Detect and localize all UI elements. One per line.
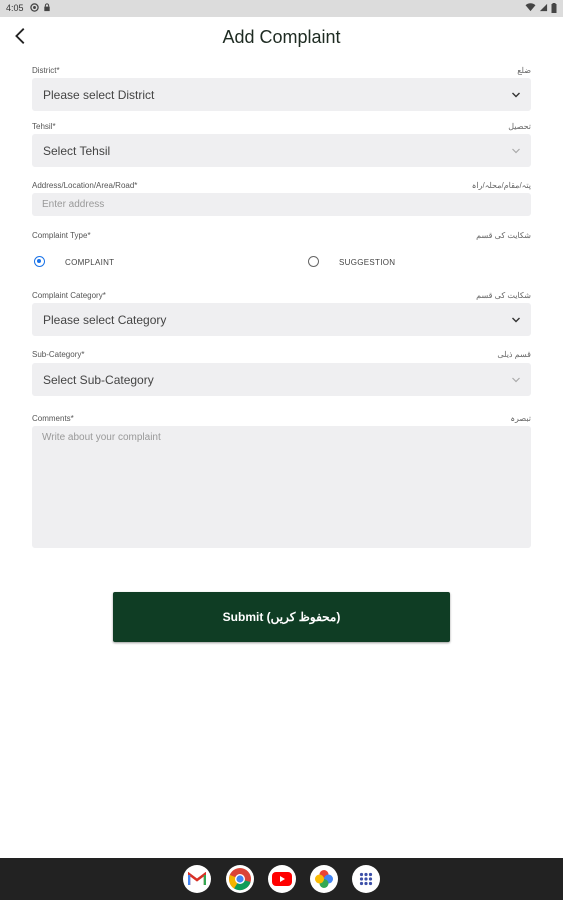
subcategory-label-urdu: قسم ذیلی	[497, 350, 531, 359]
category-dropdown[interactable]	[32, 303, 531, 336]
district-dropdown[interactable]	[32, 78, 531, 111]
wifi-icon	[525, 3, 536, 12]
suggestion-radio-label[interactable]: SUGGESTION	[339, 258, 396, 267]
status-bar	[0, 0, 563, 17]
complaint-type-label-urdu: شکایت کی قسم	[476, 231, 531, 240]
district-value: Please select District	[43, 88, 155, 102]
complaint-type-label: Complaint Type*	[32, 231, 91, 240]
address-label: Address/Location/Area/Road*	[32, 181, 138, 190]
complaint-radio-label[interactable]: COMPLAINT	[65, 258, 115, 267]
chevron-down-icon	[511, 375, 521, 385]
tehsil-label: Tehsil*	[32, 122, 56, 131]
comments-placeholder: Write about your complaint	[42, 432, 161, 443]
app-bar	[0, 17, 563, 59]
chevron-down-icon	[511, 315, 521, 325]
status-time: 4:05	[6, 3, 24, 13]
chevron-down-icon	[511, 90, 521, 100]
subcategory-value: Select Sub-Category	[43, 373, 154, 387]
record-icon	[30, 3, 39, 12]
address-input[interactable]	[32, 193, 531, 216]
category-label-urdu: شکایت کی قسم	[476, 291, 531, 300]
suggestion-radio[interactable]	[308, 256, 319, 267]
tehsil-value: Select Tehsil	[43, 144, 111, 158]
tehsil-dropdown[interactable]	[32, 134, 531, 167]
district-label-urdu: ضلع	[517, 66, 531, 75]
category-label: Complaint Category*	[32, 291, 106, 300]
page-title: Add Complaint	[222, 27, 341, 47]
comments-label: Comments*	[32, 414, 74, 423]
address-label-urdu: پتہ/مقام/محلہ/راہ	[471, 181, 531, 190]
subcategory-dropdown[interactable]	[32, 363, 531, 396]
chevron-down-icon	[511, 146, 521, 156]
complaint-radio[interactable]	[34, 256, 45, 267]
chrome-icon[interactable]	[226, 865, 254, 893]
comments-label-urdu: تبصرہ	[510, 414, 531, 423]
comments-textarea[interactable]	[32, 426, 531, 548]
youtube-icon[interactable]	[268, 865, 296, 893]
address-placeholder: Enter address	[42, 199, 105, 210]
app-drawer-icon[interactable]	[352, 865, 380, 893]
battery-icon	[551, 3, 557, 13]
gmail-icon[interactable]	[183, 865, 211, 893]
lock-icon	[43, 3, 51, 12]
submit-button[interactable]: Submit (محفوظ کریں)	[113, 592, 450, 642]
app-dock	[0, 858, 563, 900]
subcategory-label: Sub-Category*	[32, 350, 85, 359]
category-value: Please select Category	[43, 313, 167, 327]
photos-icon[interactable]	[310, 865, 338, 893]
signal-icon	[539, 3, 548, 12]
district-label: District*	[32, 66, 60, 75]
tehsil-label-urdu: تحصیل	[508, 122, 531, 131]
